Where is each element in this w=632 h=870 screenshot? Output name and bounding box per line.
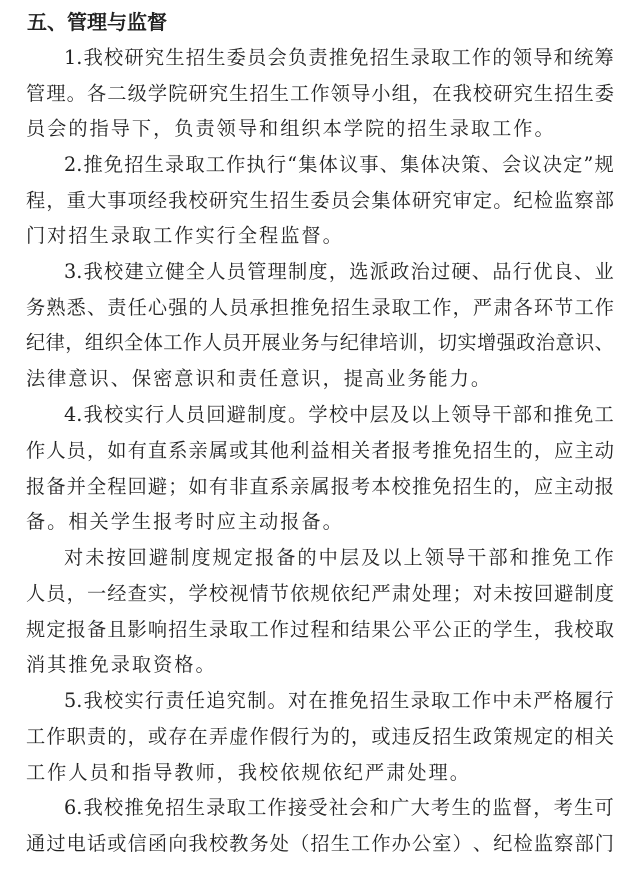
paragraph-line: 工作人员和指导教师，我校依规依纪严肃处理。 — [26, 761, 471, 784]
paragraph-line: 通 过 电 话 或 信 函 向 我 校 教 务 处 （ 招 生 工 作 办 公 室 ） 、 纪 检 监 察 部 门 — [26, 832, 614, 855]
paragraph-line: 法律意识、保密意识和责任意识，提高业务能力。 — [26, 367, 493, 390]
paragraph-line: 5. 我 校 实 行 责 任 追 究 制 。 对 在 推 免 招 生 录 取 工 作 中 未 严 格 履 行 — [64, 689, 614, 712]
paragraph-line: 人 员 ， 一 经 查 实 ， 学 校 视 情 节 依 规 依 纪 严 肃 处 理 ； 对 未 按 回 避 制 度 — [26, 582, 614, 605]
paragraph-line: 员会的指导下，负责领导和组织本学院的招生录取工作。 — [26, 117, 556, 140]
paragraph-line: 管 理 。 各 二 级 学 院 研 究 生 招 生 工 作 领 导 小 组 ， 在 我 校 研 究 生 招 生 委 — [26, 82, 614, 105]
paragraph-line: 4. 我 校 实 行 人 员 回 避 制 度 。 学 校 中 层 及 以 上 领 导 干 部 和 推 免 工 — [64, 403, 614, 426]
paragraph-line: 作 人 员 ， 如 有 直 系 亲 属 或 其 他 利 益 相 关 者 报 考 推 免 招 生 的 ， 应 主 动 — [26, 439, 614, 462]
paragraph-line: 程 ， 重 大 事 项 经 我 校 研 究 生 招 生 委 员 会 集 体 研 究 审 定 。 纪 检 监 察 部 — [26, 189, 614, 212]
paragraph-line: 3. 我 校 建 立 健 全 人 员 管 理 制 度 ， 选 派 政 治 过 硬 、 品 行 优 良 、 业 — [64, 260, 614, 283]
paragraph-line: 规 定 报 备 且 影 响 招 生 录 取 工 作 过 程 和 结 果 公 平 公 正 的 学 生 ， 我 校 取 — [26, 618, 614, 641]
paragraph-line: 对 未 按 回 避 制 度 规 定 报 备 的 中 层 及 以 上 领 导 干 部 和 推 免 工 作 — [64, 546, 614, 569]
paragraph-line: 工 作 职 责 的 ， 或 存 在 弄 虚 作 假 行 为 的 ， 或 违 反 招 生 政 策 规 定 的 相 关 — [26, 725, 614, 748]
paragraph-line: 6. 我 校 推 免 招 生 录 取 工 作 接 受 社 会 和 广 大 考 生 的 监 督 ， 考 生 可 — [64, 796, 614, 819]
paragraph-line: 报 备 并 全 程 回 避 ； 如 有 非 直 系 亲 属 报 考 本 校 推 免 招 生 的 ， 应 主 动 报 — [26, 475, 614, 498]
paragraph-line: 务 熟 悉 、 责 任 心 强 的 人 员 承 担 推 免 招 生 录 取 工 作 ， 严 肃 各 环 节 工 作 — [26, 296, 614, 319]
section-title: 五、管理与监督 — [27, 10, 167, 34]
paragraph-line: 门对招生录取工作实行全程监督。 — [26, 224, 344, 247]
paragraph-line: 纪 律 ， 组 织 全 体 工 作 人 员 开 展 业 务 与 纪 律 培 训 ， 切 实 增 强 政 治 意 识 、 — [26, 331, 614, 354]
paragraph-line: 消其推免录取资格。 — [26, 653, 217, 676]
paragraph-line: 1. 我 校 研 究 生 招 生 委 员 会 负 责 推 免 招 生 录 取 工 作 的 领 导 和 统 筹 — [64, 46, 614, 69]
paragraph-line: 2. 推 免 招 生 录 取 工 作 执 行 “ 集 体 议 事 、 集 体 决 策 、 会 议 决 定 ” 规 — [64, 153, 614, 176]
paragraph-line: 备。相关学生报考时应主动报备。 — [26, 510, 344, 533]
